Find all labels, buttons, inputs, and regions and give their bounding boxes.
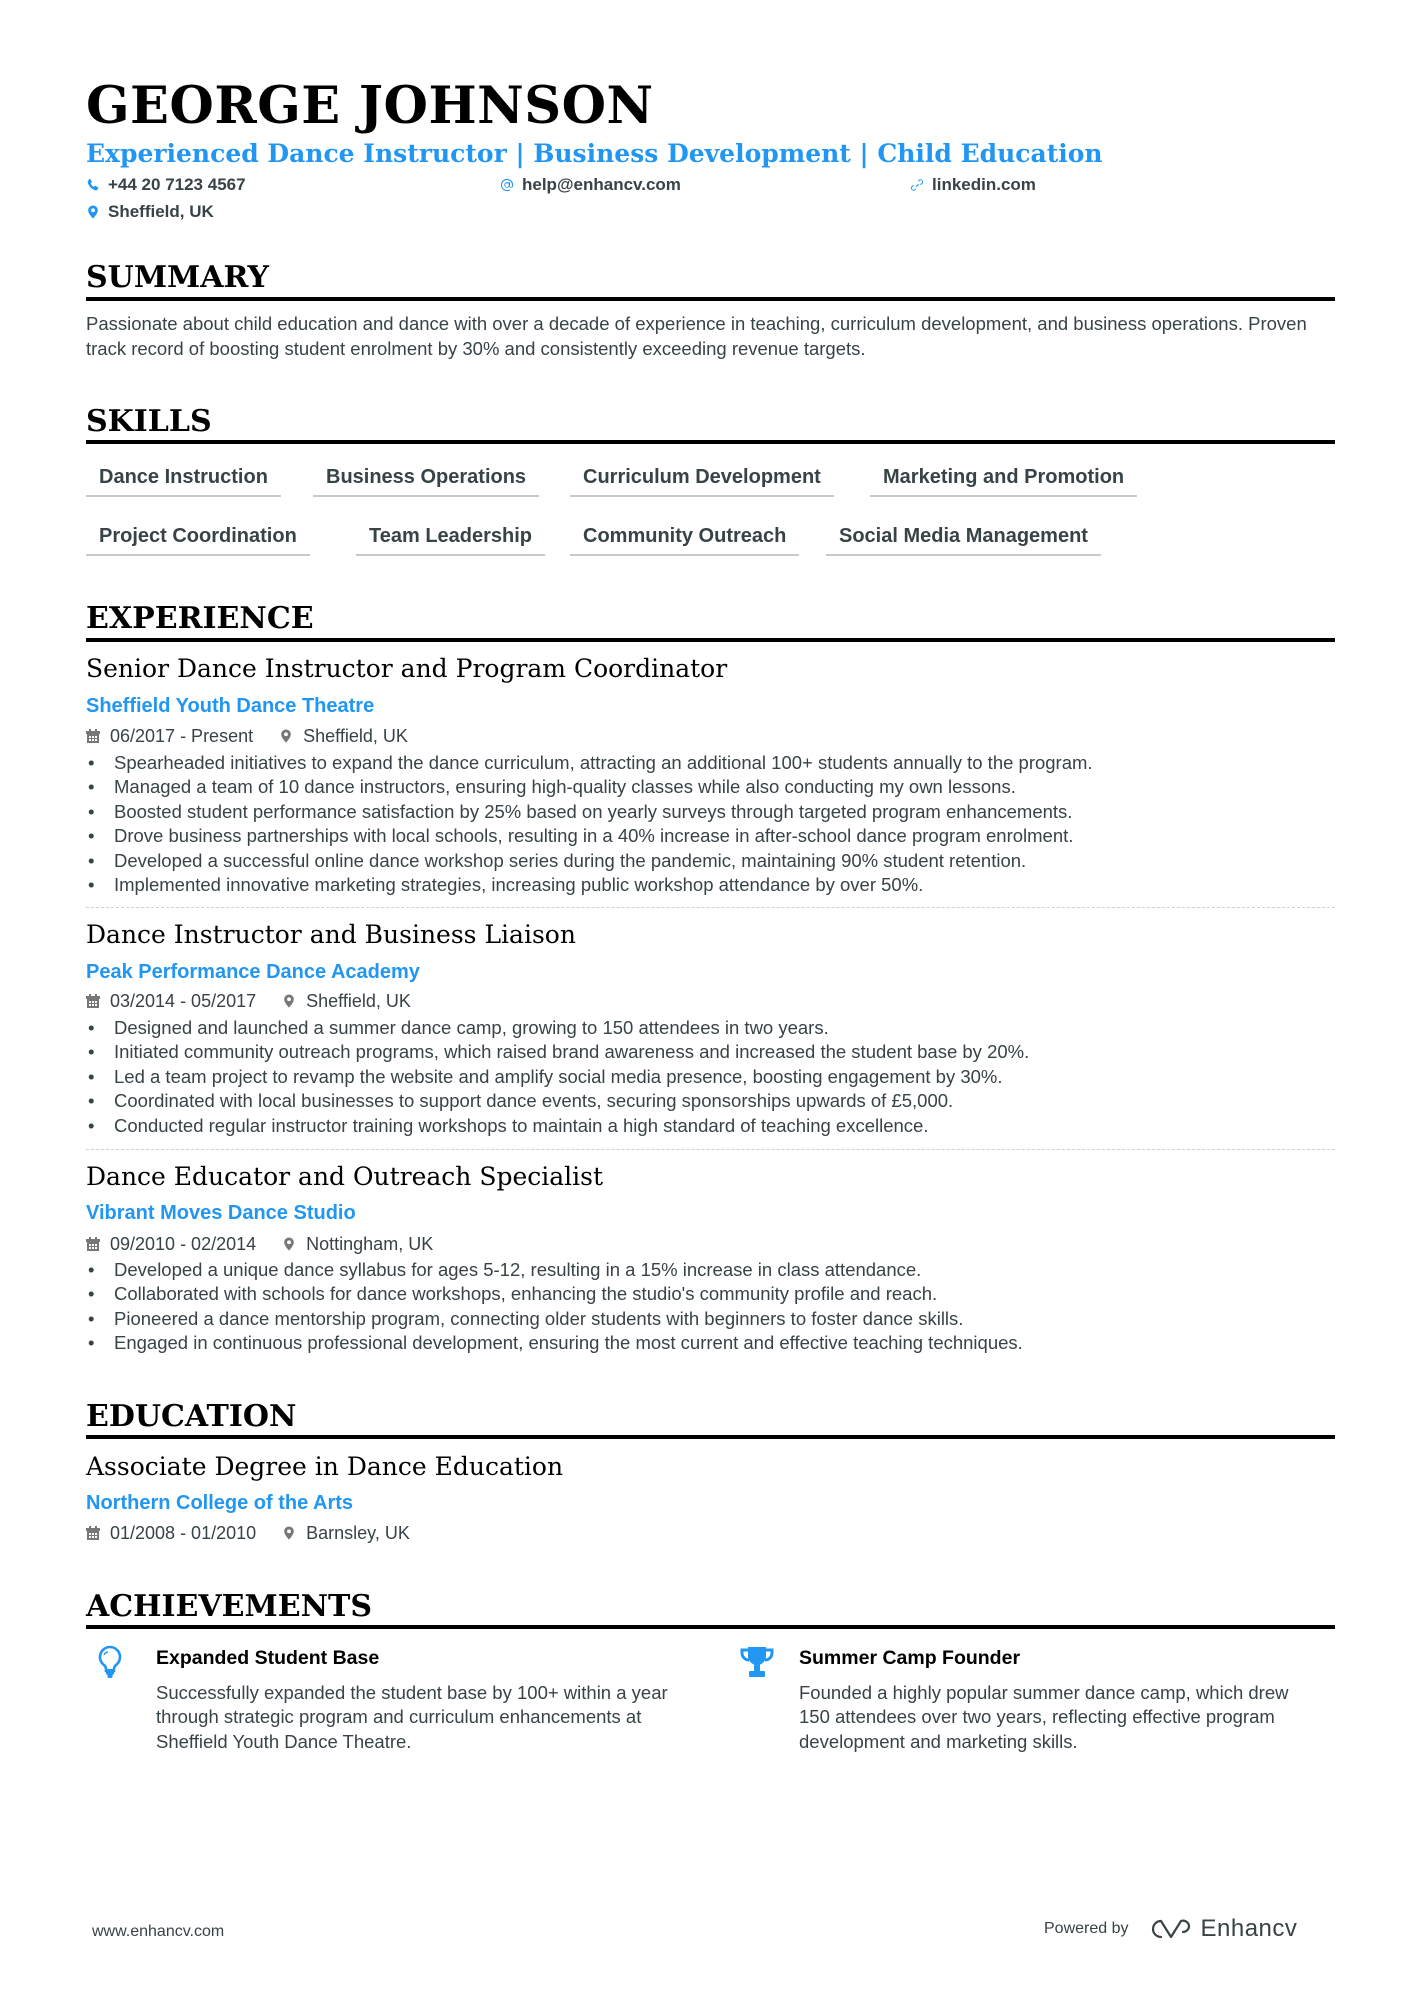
map-pin-icon [282, 993, 296, 1009]
section-title-summary: SUMMARY [86, 260, 269, 295]
skill-tag: Marketing and Promotion [870, 459, 1137, 497]
section-rule [86, 1435, 1335, 1439]
calendar-icon [86, 1525, 100, 1541]
skill-tag: Social Media Management [826, 518, 1101, 556]
contact-linkedin[interactable] [910, 175, 1036, 195]
map-pin-icon [282, 1525, 296, 1541]
candidate-headline: Experienced Dance Instructor | Business Development | Child Education [86, 139, 1103, 168]
section-rule [86, 297, 1335, 301]
skill-tag: Community Outreach [570, 518, 799, 556]
contact-location [86, 202, 214, 222]
contact-phone [86, 175, 246, 195]
degree-title: Associate Degree in Dance Education [86, 1452, 564, 1481]
job-title: Dance Educator and Outreach Specialist [86, 1162, 604, 1191]
achievement-title: Expanded Student Base [156, 1647, 380, 1669]
bullet-item: • Developed a unique dance syllabus for ages 5-12, resulting in a 15% increase in class attendance. [86, 1258, 1335, 1282]
job-bullets [86, 751, 1335, 897]
candidate-name: GEORGE JOHNSON [86, 76, 654, 136]
education-dates: 01/2008 - 01/2010 [110, 1523, 257, 1543]
school-name: Northern College of the Arts [86, 1492, 354, 1514]
job-dates: 03/2014 - 05/2017 [110, 991, 257, 1011]
job-divider [86, 1149, 1335, 1150]
link-icon [910, 177, 924, 193]
education-meta [86, 1521, 410, 1545]
map-pin-icon [86, 204, 100, 220]
phone-text: +44 20 7123 4567 [108, 175, 246, 194]
company-name: Vibrant Moves Dance Studio [86, 1202, 356, 1224]
bullet-item: • Spearheaded initiatives to expand the dance curriculum, attracting an additional 100+ students annually to the program. [86, 751, 1335, 775]
job-divider [86, 907, 1335, 908]
job-meta [86, 1232, 433, 1256]
section-title-skills: SKILLS [86, 404, 212, 439]
lightbulb-icon [96, 1645, 124, 1679]
calendar-icon [86, 728, 100, 744]
achievement-text: Founded a highly popular summer dance camp, which drew 150 attendees over two years, reflecting effective program development and marketing skills. [799, 1682, 1289, 1752]
bullet-item: • Coordinated with local businesses to support dance events, securing sponsorships upwards of £5,000. [86, 1089, 1335, 1113]
job-bullets [86, 1258, 1335, 1356]
phone-icon [86, 177, 100, 193]
company-name: Sheffield Youth Dance Theatre [86, 695, 375, 717]
bullet-item: • Managed a team of 10 dance instructors, ensuring high-quality classes while also conducting my own lessons. [86, 775, 1335, 799]
contact-email[interactable] [500, 175, 681, 195]
job-dates: 09/2010 - 02/2014 [110, 1234, 257, 1254]
enhancv-brand-text: Enhancv [1200, 1915, 1298, 1942]
at-icon [500, 177, 514, 193]
email-text: help@enhancv.com [522, 175, 681, 194]
calendar-icon [86, 1236, 100, 1252]
bullet-item: • Collaborated with schools for dance workshops, enhancing the studio's community profile and reach. [86, 1282, 1335, 1306]
bullet-item: • Engaged in continuous professional development, ensuring the most current and effective teaching techniques. [86, 1331, 1335, 1355]
section-title-achievements: ACHIEVEMENTS [86, 1589, 373, 1624]
job-dates: 06/2017 - Present [110, 726, 254, 746]
bullet-item: • Developed a successful online dance workshop series during the pandemic, maintaining 90% student retention. [86, 849, 1335, 873]
skill-tag: Project Coordination [86, 518, 310, 556]
section-title-education: EDUCATION [86, 1399, 297, 1434]
enhancv-logo-icon [1147, 1917, 1193, 1941]
section-rule [86, 1625, 1335, 1629]
map-pin-icon [279, 728, 293, 744]
company-name: Peak Performance Dance Academy [86, 961, 420, 983]
section-rule [86, 638, 1335, 642]
achievement-text: Successfully expanded the student base by 100+ within a year through strategic program and curriculum enhancements at Sheffield Youth Dance Theatre. [156, 1682, 668, 1752]
job-title: Senior Dance Instructor and Program Coordinator [86, 654, 728, 683]
linkedin-text: linkedin.com [932, 175, 1036, 194]
bullet-item: • Conducted regular instructor training workshops to maintain a high standard of teaching excellence. [86, 1114, 1335, 1138]
bullet-item: • Led a team project to revamp the website and amplify social media presence, boosting engagement by 30%. [86, 1065, 1335, 1089]
job-bullets [86, 1016, 1335, 1138]
bullet-item: • Boosted student performance satisfaction by 25% based on yearly surveys through targeted program enhancements. [86, 800, 1335, 824]
skill-tag: Curriculum Development [570, 459, 834, 497]
powered-by-label: Powered by [1044, 1920, 1129, 1937]
skill-tag: Dance Instruction [86, 459, 281, 497]
section-rule [86, 440, 1335, 444]
job-title: Dance Instructor and Business Liaison [86, 920, 576, 949]
enhancv-logo[interactable] [1147, 1915, 1298, 1943]
bullet-item: • Designed and launched a summer dance camp, growing to 150 attendees in two years. [86, 1016, 1335, 1040]
job-location: Sheffield, UK [303, 726, 408, 746]
map-pin-icon [282, 1236, 296, 1252]
trophy-icon [739, 1645, 775, 1679]
footer-website-link[interactable]: www.enhancv.com [92, 1923, 225, 1940]
skill-tag: Business Operations [313, 459, 539, 497]
footer-branding [1044, 1915, 1297, 1943]
job-location: Sheffield, UK [306, 991, 411, 1011]
summary-text: Passionate about child education and dance with over a decade of experience in teaching, curriculum development, and business operations. Proven track record of boosting student enrolment by 30% and consistently exceeding revenue targets. [86, 313, 1307, 359]
bullet-item: • Initiated community outreach programs, which raised brand awareness and increased the student base by 20%. [86, 1040, 1335, 1064]
location-text: Sheffield, UK [108, 202, 214, 221]
achievement-title: Summer Camp Founder [799, 1647, 1021, 1669]
bullet-item: • Pioneered a dance mentorship program, connecting older students with beginners to foster dance skills. [86, 1307, 1335, 1331]
bullet-item: • Implemented innovative marketing strategies, increasing public workshop attendance by over 50%. [86, 873, 1335, 897]
job-meta [86, 989, 411, 1013]
section-title-experience: EXPERIENCE [86, 601, 314, 636]
bullet-item: • Drove business partnerships with local schools, resulting in a 40% increase in after-school dance program enrolment. [86, 824, 1335, 848]
job-location: Nottingham, UK [306, 1234, 434, 1254]
skill-tag: Team Leadership [356, 518, 545, 556]
calendar-icon [86, 993, 100, 1009]
education-location: Barnsley, UK [306, 1523, 410, 1543]
job-meta [86, 724, 408, 748]
